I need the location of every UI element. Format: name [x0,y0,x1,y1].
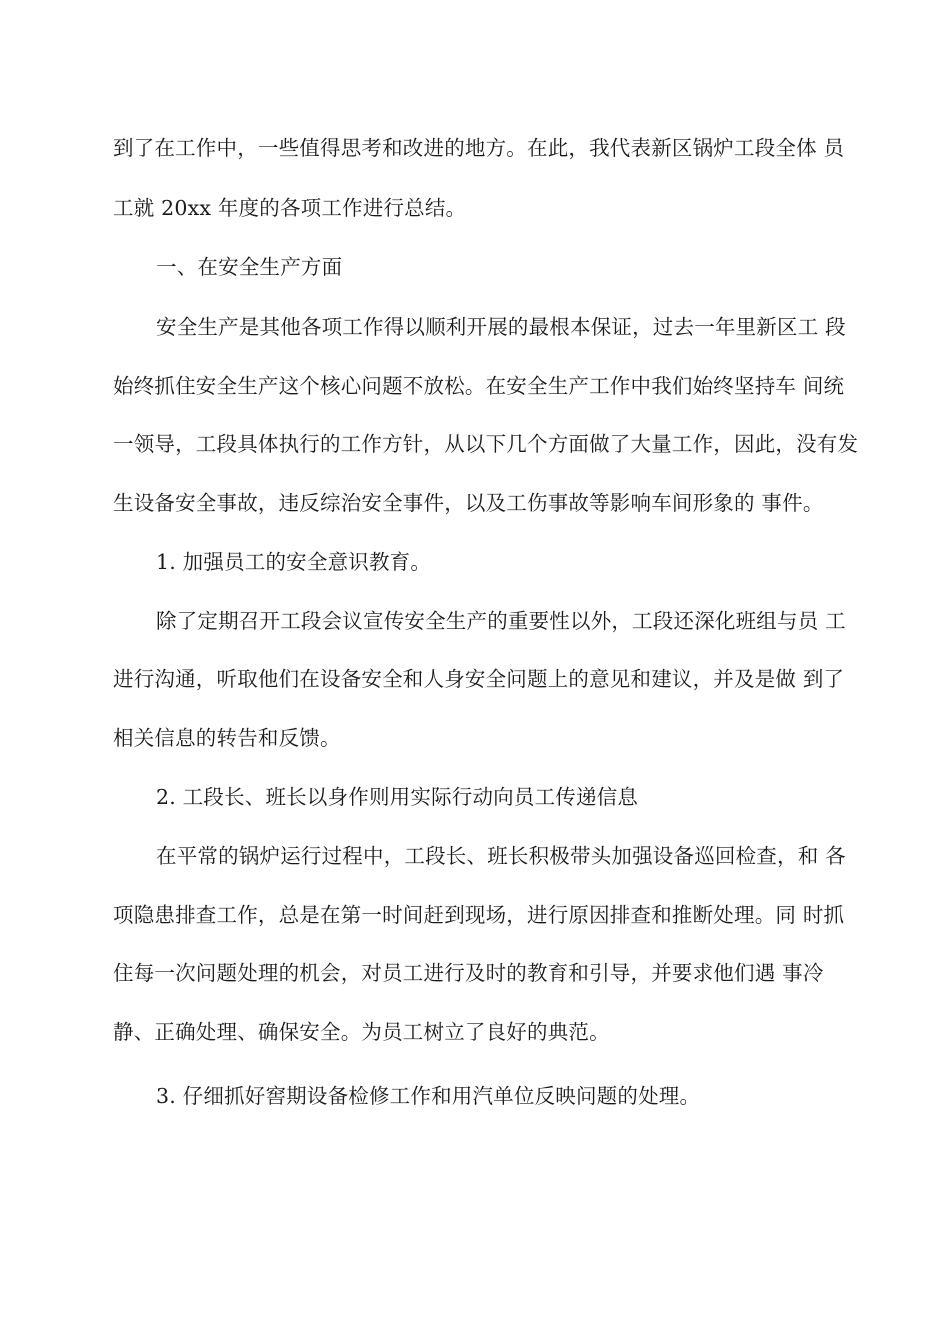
paragraph-line: 一领导，工段具体执行的工作方针，从以下几个方面做了大量工作，因此，没有发 [113,432,859,456]
paragraph-line: 住每一次问题处理的机会，对员工进行及时的教育和引导，并要求他们遇 事冷 [113,961,824,985]
paragraph-line: 项隐患排查工作，总是在第一时间赶到现场，进行原因排查和推断处理。同 时抓 [113,903,845,927]
subsection-heading: 1. 加强员工的安全意识教育。 [156,550,432,574]
subsection-heading: 3. 仔细抓好窖期设备检修工作和用汽单位反映问题的处理。 [156,1084,701,1108]
paragraph-line: 相关信息的转告和反馈。 [113,726,341,750]
paragraph-line: 到了在工作中，一些值得思考和改进的地方。在此，我代表新区锅炉工段全体 员 [113,136,845,160]
paragraph-line: 进行沟通，听取他们在设备安全和人身安全问题上的意见和建议，并及是做 到了 [113,667,845,691]
section-heading: 一、在安全生产方面 [156,255,343,279]
paragraph-line: 工就 20xx 年度的各项工作进行总结。 [113,196,467,220]
paragraph-line: 生设备安全事故，违反综治安全事件，以及工伤事故等影响车间形象的 事件。 [113,491,824,515]
paragraph-line: 除了定期召开工段会议宣传安全生产的重要性以外，工段还深化班组与员 工 [156,609,846,633]
paragraph-line: 在平常的锅炉运行过程中，工段长、班长积极带头加强设备巡回检查，和 各 [156,844,846,868]
paragraph-line: 始终抓住安全生产这个核心问题不放松。在安全生产工作中我们始终坚持车 间统 [113,374,845,398]
paragraph-line: 静、正确处理、确保安全。为员工树立了良好的典范。 [113,1020,610,1044]
paragraph-line: 安全生产是其他各项工作得以顺利开展的最根本保证，过去一年里新区工 段 [156,315,846,339]
subsection-heading: 2. 工段长、班长以身作则用实际行动向员工传递信息 [156,785,639,809]
